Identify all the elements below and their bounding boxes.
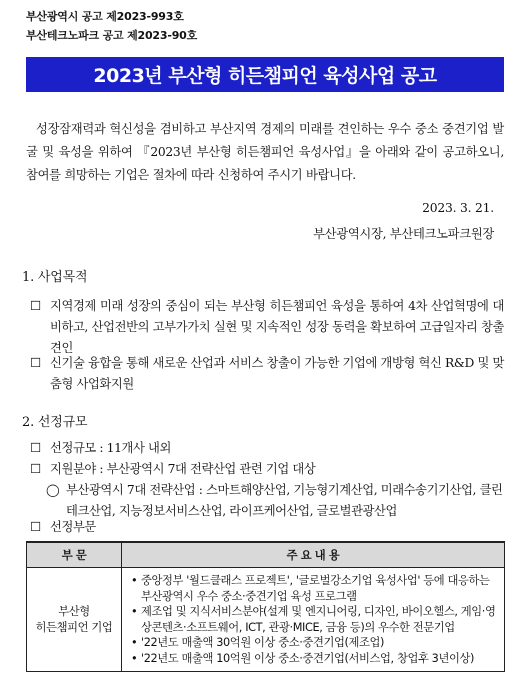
checkbox-square-icon: ☐	[30, 299, 41, 313]
category-cell	[27, 568, 122, 672]
checkbox-square-icon: ☐	[30, 356, 41, 370]
strategic-industries-text: 부산광역시 7대 전략산업 : 스마트해양산업, 기능형기계산업, 미래수송기기산업, 클린테크산업, 지능정보서비스산업, 라이프케어산업, 글로벌관광산업	[66, 483, 503, 518]
column-header-content: 주 요 내 용	[122, 542, 505, 568]
table-header-row	[27, 542, 505, 568]
notice-number-technopark: 부산테크노파크 공고 제2023-90호	[26, 29, 198, 42]
section-title-scale: 2. 선정규모	[22, 415, 88, 430]
section-title-purpose: 1. 사업목적	[22, 270, 88, 285]
notice-number-city: 부산광역시 공고 제2023-993호	[26, 10, 184, 23]
list-item	[30, 296, 504, 359]
circle-bullet-icon: ◯	[46, 483, 60, 497]
purpose-item-text: 지역경제 미래 성장의 중심이 되는 부산형 히든챔피언 육성을 통하여 4차 산업혁명에 대비하고, 산업전반의 고부가가치 실현 및 지속적인 성장 동력을 확보하여 고급일자리 창출 견인	[50, 299, 504, 355]
checkbox-square-icon: ☐	[30, 462, 41, 476]
intro-paragraph: 성장잠재력과 혁신성을 겸비하고 부산지역 경제의 미래를 견인하는 우수 중소 중견기업 발굴 및 육성을 위하여 『2023년 부산형 히든챔피언 육성사업』을 아래와 같이 공고하오니, 참여를 희망하는 기업은 절차에 따라 신청하여 주시기 바랍니다.	[26, 122, 504, 182]
checkbox-square-icon: ☐	[30, 441, 41, 455]
announcement-signature: 부산광역시장, 부산테크노파크원장	[313, 227, 494, 241]
list-item	[30, 459, 504, 480]
page-title-banner	[26, 57, 504, 92]
list-item: • '22년도 매출액 30억원 이상 중소·중견기업(제조업)	[141, 635, 503, 651]
checkbox-square-icon: ☐	[30, 520, 41, 534]
table-row	[27, 568, 505, 672]
list-item	[30, 353, 504, 395]
announcement-date: 2023. 3. 21.	[422, 201, 494, 215]
list-item	[46, 480, 504, 522]
purpose-item-text: 신기술 융합을 통해 새로운 산업과 서비스 창출이 가능한 기업에 개방형 혁신 R&D 및 맞춤형 사업화지원	[50, 356, 504, 391]
category-line: 부산형	[58, 604, 90, 618]
list-item: • 제조업 및 지식서비스분야(설계 및 엔지니어링, 디자인, 바이오헬스, 게임·영상콘텐츠·소프트웨어, ICT, 관광·MICE, 금융 등)의 우수한 전문기업	[141, 604, 503, 635]
content-bullet-list	[123, 573, 503, 666]
content-cell	[122, 568, 505, 672]
list-item	[30, 517, 504, 538]
selection-category-text: 선정부문	[50, 520, 96, 534]
list-item: • '22년도 매출액 10억원 이상 중소·중견기업(서비스업, 창업후 3년이상)	[141, 651, 503, 667]
selection-scale-text: 선정규모 : 11개사 내외	[50, 441, 171, 455]
selection-category-table	[26, 541, 505, 672]
column-header-category: 부 문	[27, 542, 122, 568]
page-title: 2023년 부산형 히든챔피언 육성사업 공고	[93, 65, 437, 87]
list-item: • 중앙정부 '월드클래스 프로젝트', '글로벌강소기업 육성사업' 등에 대응하는 부산광역시 우수 중소·중견기업 육성 프로그램	[141, 573, 503, 604]
category-line: 히든챔피언 기업	[35, 620, 113, 634]
support-field-text: 지원분야 : 부산광역시 7대 전략산업 관련 기업 대상	[50, 462, 316, 476]
list-item	[30, 438, 504, 459]
